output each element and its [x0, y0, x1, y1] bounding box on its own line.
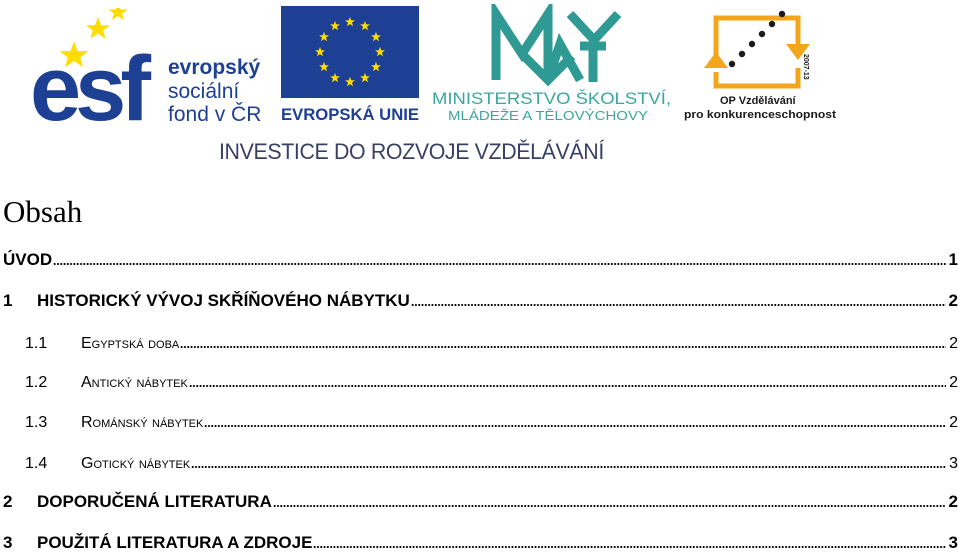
toc-dot-leader	[191, 465, 946, 469]
toc-entry[interactable]	[3, 289, 958, 311]
toc-title: Obsah	[3, 194, 83, 229]
toc-dot-leader	[411, 303, 946, 307]
toc-entry-title: Gotický nábytek	[81, 455, 191, 472]
toc-entry-page: 2	[948, 291, 958, 310]
toc-entry[interactable]	[3, 531, 958, 553]
msmt-monogram	[496, 14, 618, 82]
toc-dot-leader	[180, 345, 946, 349]
toc-entry-page: 1	[948, 250, 958, 269]
msmt-line-1: MINISTERSTVO ŠKOLSTVÍ,	[432, 89, 671, 108]
toc-entry[interactable]	[3, 410, 958, 432]
op-frame	[716, 18, 798, 86]
toc-entry-page: 2	[949, 374, 958, 391]
toc-entry-number: 1.3	[25, 414, 48, 431]
toc-entry-number: 1.4	[25, 455, 48, 472]
msmt-line-2: MLÁDEŽE A TĚLOVÝCHOVY	[448, 108, 649, 123]
toc-entry[interactable]	[3, 331, 958, 353]
toc-entry-number: 2	[3, 492, 13, 511]
toc-entry-title: Románský nábytek	[81, 414, 204, 431]
toc-entry-page: 2	[949, 414, 958, 431]
toc-entry-number: 1	[3, 291, 13, 310]
toc-entry-page: 3	[949, 455, 958, 472]
esf-line-2: sociální	[168, 80, 240, 103]
esf-line-3: fond v ČR	[168, 103, 262, 126]
toc-entry[interactable]	[3, 490, 958, 512]
op-side-text: 2007-13	[802, 54, 809, 80]
toc-entry-title: POUŽITÁ LITERATURA A ZDROJE	[37, 533, 313, 552]
op-arrow-up	[704, 52, 728, 68]
toc-entry-number: 1.2	[25, 374, 48, 391]
toc-entry-number: 1.1	[25, 335, 48, 352]
toc-entry-title: ÚVOD	[3, 250, 53, 269]
esf-line-1: evropský	[168, 56, 261, 79]
op-line-2: pro konkurenceschopnost	[684, 109, 837, 121]
toc-entry[interactable]	[3, 370, 958, 392]
toc-dot-leader	[204, 424, 946, 428]
toc-dot-leader	[273, 504, 946, 508]
toc-entry-title: DOPORUČENÁ LITERATURA	[37, 492, 272, 511]
banner-investice: INVESTICE DO ROZVOJE VZDĚLÁVÁNÍ	[219, 139, 604, 164]
toc-entry-page: 2	[949, 335, 958, 352]
eu-flag-logo	[281, 6, 421, 126]
toc-dot-leader	[189, 384, 946, 388]
toc-entry-title: Antický nábytek	[81, 374, 188, 391]
toc-entry[interactable]	[3, 451, 958, 473]
toc-dot-leader	[313, 545, 945, 549]
toc-entry-title: HISTORICKÝ VÝVOJ SKŘÍŇOVÉHO NÁBYTKU	[37, 291, 410, 310]
msmt-logo	[430, 4, 675, 126]
esf-logo	[28, 8, 273, 126]
op-vzdelavani-logo	[682, 4, 842, 126]
toc-entry-page: 3	[948, 533, 958, 552]
toc-entry[interactable]	[3, 248, 958, 270]
toc-dot-leader	[53, 262, 945, 266]
op-line-1: OP Vzdělávání	[720, 95, 796, 107]
eu-caption: EVROPSKÁ UNIE	[281, 106, 418, 124]
toc-entry-number: 3	[3, 533, 13, 552]
svg-text:esf: esf	[30, 38, 145, 126]
toc-entry-page: 2	[948, 492, 958, 511]
toc-entry-title: Egyptská doba	[81, 335, 180, 352]
